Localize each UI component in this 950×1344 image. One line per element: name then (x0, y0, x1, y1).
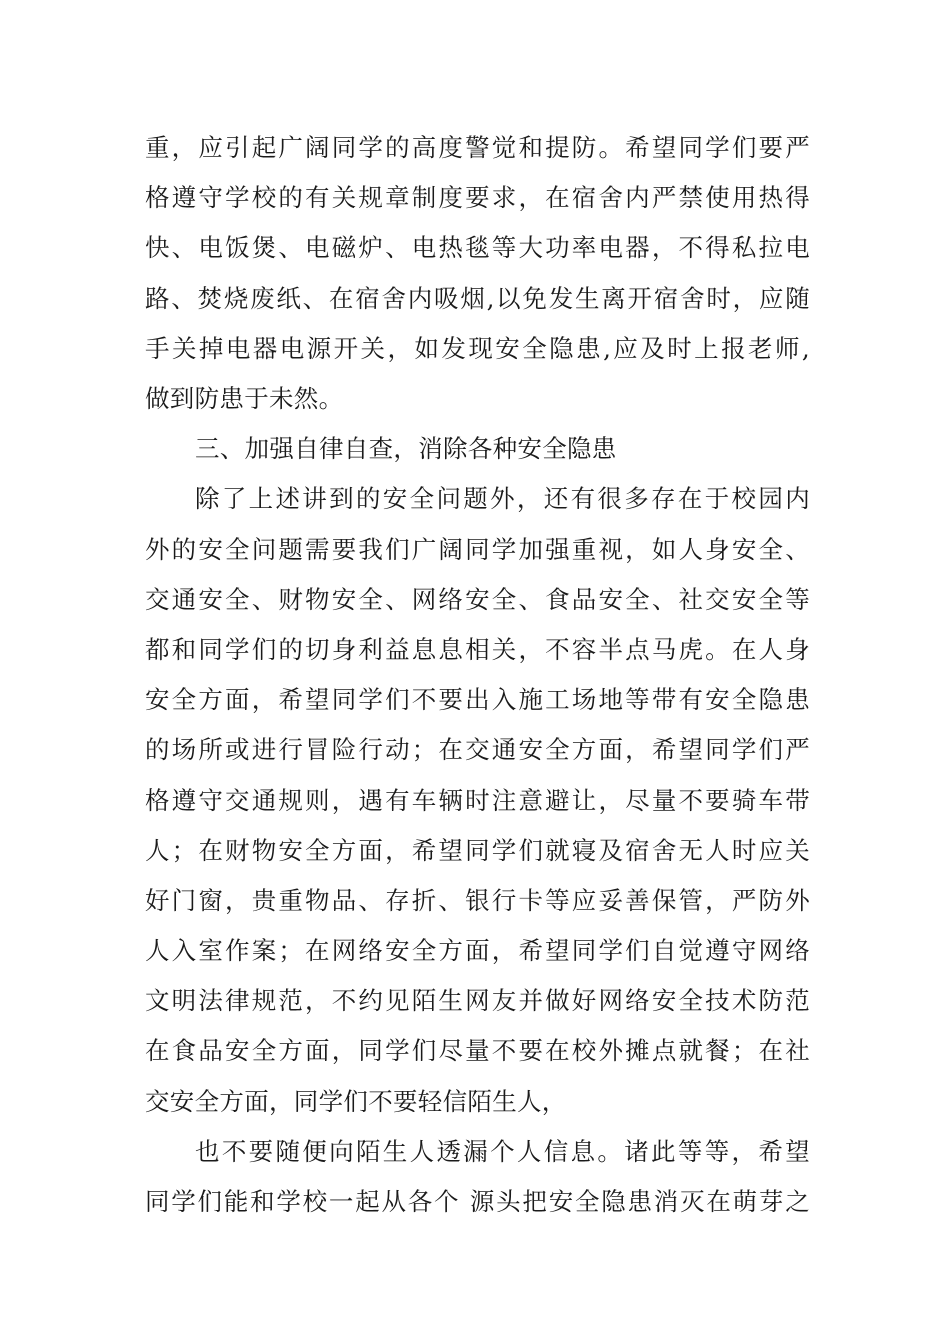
text-line: 的场所或进行冒险行动；在交通安全方面，希望同学们严 (145, 735, 810, 764)
text-line: 格遵守交通规则，遇有车辆时注意避让，尽量不要骑车带 (145, 786, 810, 815)
text-line: 做到防患于未然。 (145, 384, 344, 413)
text-line: 在食品安全方面，同学们尽量不要在校外摊点就餐；在社 (145, 1036, 810, 1065)
text-line: 都和同学们的切身利益息息相关，不容半点马虎。在人身 (145, 635, 810, 664)
text-line: 也不要随便向陌生人透漏个人信息。诸此等等，希望 (195, 1137, 810, 1166)
text-line: 同学们能和学校一起从各个 源头把安全隐患消灭在萌芽之 (145, 1187, 810, 1216)
text-line: 手关掉电器电源开关，如发现安全隐患,应及时上报老师, (145, 334, 810, 363)
text-line: 好门窗，贵重物品、存折、银行卡等应妥善保管，严防外 (145, 886, 810, 915)
text-line: 人入室作案；在网络安全方面，希望同学们自觉遵守网络 (145, 936, 810, 965)
text-line: 路、焚烧废纸、在宿舍内吸烟,以免发生离开宿舍时，应随 (145, 284, 810, 313)
text-line: 重，应引起广阔同学的高度警觉和提防。希望同学们要严 (145, 133, 810, 162)
text-line: 交安全方面，同学们不要轻信陌生人， (145, 1087, 567, 1116)
text-line: 文明法律规范，不约见陌生网友并做好网络安全技术防范 (145, 986, 810, 1015)
section-heading: 三、加强自律自查，消除各种安全隐患 (195, 434, 617, 463)
text-line: 外的安全问题需要我们广阔同学加强重视，如人身安全、 (145, 535, 810, 564)
text-line: 快、电饭煲、电磁炉、电热毯等大功率电器，不得私拉电 (145, 233, 810, 262)
text-line: 人；在财物安全方面，希望同学们就寝及宿舍无人时应关 (145, 836, 810, 865)
text-line: 安全方面，希望同学们不要出入施工场地等带有安全隐患 (145, 685, 810, 714)
text-line: 交通安全、财物安全、网络安全、食品安全、社交安全等 (145, 585, 810, 614)
text-line: 除了上述讲到的安全问题外，还有很多存在于校园内 (195, 484, 810, 513)
text-line: 格遵守学校的有关规章制度要求，在宿舍内严禁使用热得 (145, 183, 810, 212)
